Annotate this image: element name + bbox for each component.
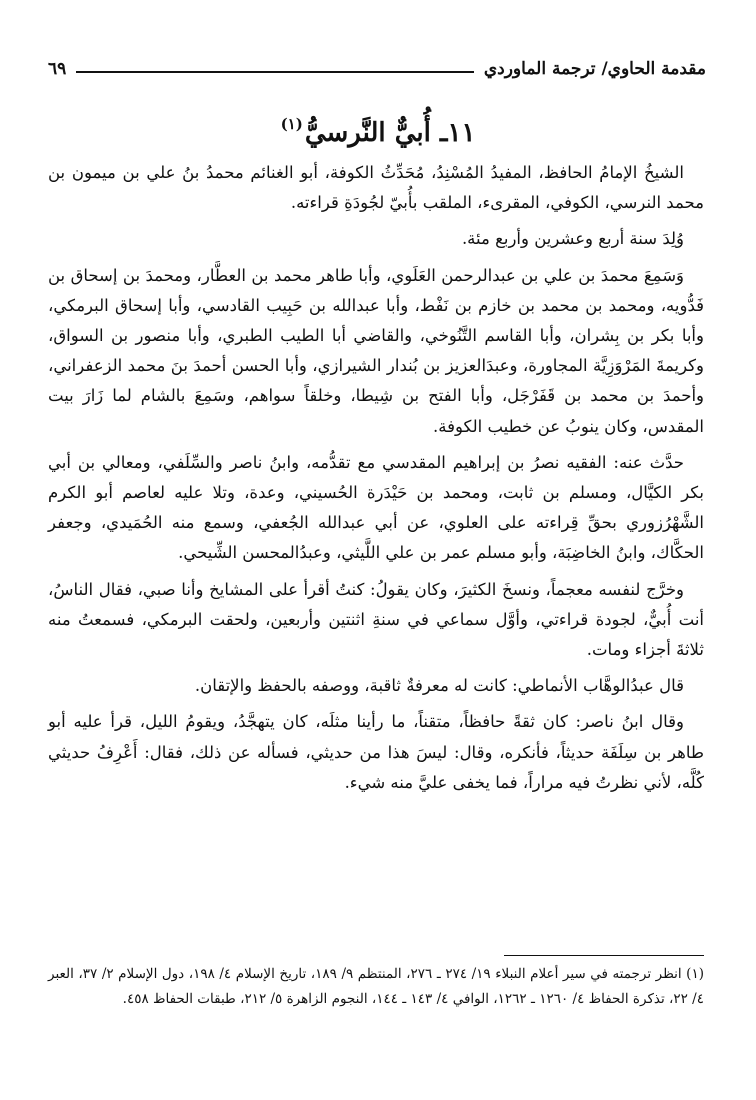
paragraph-ibn-nasir: وقال ابنُ ناصر: كان ثقةً حافظاً، متقناً، ما رأينا مثلَه، كان يتهجَّدُ، ويقومُ الليل، قرأ عليه أبو طاهر بن سِلَفَة حديثاً، فأنكره، وقال: ليسَ هذا من حديثي، فسأله عن ذلك، فقال: أَعْرِفُ حديثي كُلَّه، لأني نظرتُ فيه مراراً، فما يخفى عليَّ منه شيء. (48, 712, 704, 792)
paragraph-intro: الشيخُ الإمامُ الحافظ، المفيدُ المُسْنِدُ، مُحَدِّثُ الكوفة، أبو الغنائم محمدُ بنُ علي بن ميمون بن محمد النرسي، الكوفي، المقرىء، الملقب بأُبيّ لجُودَةِ قراءته. (48, 163, 704, 213)
running-title: مقدمة الحاوي/ ترجمة الماوردي (483, 59, 706, 79)
paragraph-teachers: وَسَمِعَ محمدَ بن علي بن عبدالرحمن العَلَوي، وأبا طاهر محمد بن العطَّار، ومحمدَ بن إسحاق بن فَدُّويه، ومحمد بن محمد بن خازم بن نَفْط، وأبا عبدالله بن حَبِيب القادسي، وأبا إسحاق البرمكي، وأبا بكر بن بِشران، وأبا القاسم التَّنُوخي، والقاضي أبا الطيب الطبري، وأبا منصور بن السواق، وكريمةَ المَرْوَزِيَّة المجاورة، وعبدَالعزيز بن بُندار الشيرازي، وأبا الحسن أحمدَ بنَ محمد الزعفراني، وأحمدَ بن محمد بن قَفَرْجَل، وأبا الفتح بن شِيطا، وخلقاً سواهم، وسَمِعَ بالشام لما زَارَ بيت المقدس، وكان ينوبُ عن خطيب الكوفة. (48, 265, 704, 436)
footnote-divider (504, 955, 704, 956)
section-heading (0, 104, 756, 153)
footnote-1: (١) انظر ترجمته في سير أعلام النبلاء ١٩/ ٢٧٤ ـ ٢٧٦، المنتظم ٩/ ١٨٩، تاريخ الإسلام ٤/ ١٩٨، دول الإسلام ٢/ ٣٧، العبر ٤/ ٢٢، تذكرة الحفاظ ٤/ ١٢٦٠ ـ ١٢٦٢، الوافي ٤/ ١٤٣ ـ ١٤٤، النجوم الزاهرة ٥/ ٢١٢، طبقات الحفاظ ٤٥٨. (48, 966, 704, 1007)
header-rule (76, 71, 474, 73)
paragraph-works: وخرَّج لنفسه معجماً، ونسخَ الكثيرَ، وكان يقولُ: كنتُ أقرأ على المشايخ وأنا صبي، فقال الناسُ، أنت أُبيٌّ، لجودة قراءتي، وأوَّل سماعي في سنةِ اثنتين وأربعين، ولحقت البرمكي، فسمعتُ منه ثلاثةَ أجزاء ومات. (48, 579, 704, 660)
page-number: ٦٩ (48, 59, 67, 79)
running-header (48, 52, 706, 86)
paragraph-birth: وُلِدَ سنة أربع وعشرين وأربع مئة. (461, 229, 684, 249)
footnotes (48, 962, 704, 1012)
paragraph-students: حدَّث عنه: الفقيه نصرُ بن إبراهيم المقدسي مع تقدُّمه، وابنُ ناصر والسِّلَفي، ومعالي بن أبي بكر الكيَّال، ومسلم بن ثابت، ومحمد بن حَيْدَرة الحُسيني، وعدة، وتلا عليه لعاصم أبو الكرم الشَّهْرُزوري بحقِّ قِراءته على العلوي، عن أبي عبدالله الجُعفي، وسمع منه الحُمَيدي، وجعفر الحكَّاك، وابنُ الخاضِبَة، وأبو مسلم عمر بن علي اللَّيثي، وعبدُالمحسن الشِّيحي. (48, 452, 704, 563)
body-text (48, 158, 704, 804)
footnote-reference: (١) (280, 115, 303, 133)
paragraph-anmati: قال عبدُالوهَّاب الأنماطي: كانت له معرفةٌ ثاقبة، ووصفه بالحفظ والإتقان. (194, 676, 684, 696)
section-title: ١١ـ أُبيٌّ النَّرسيُّ (304, 118, 476, 148)
